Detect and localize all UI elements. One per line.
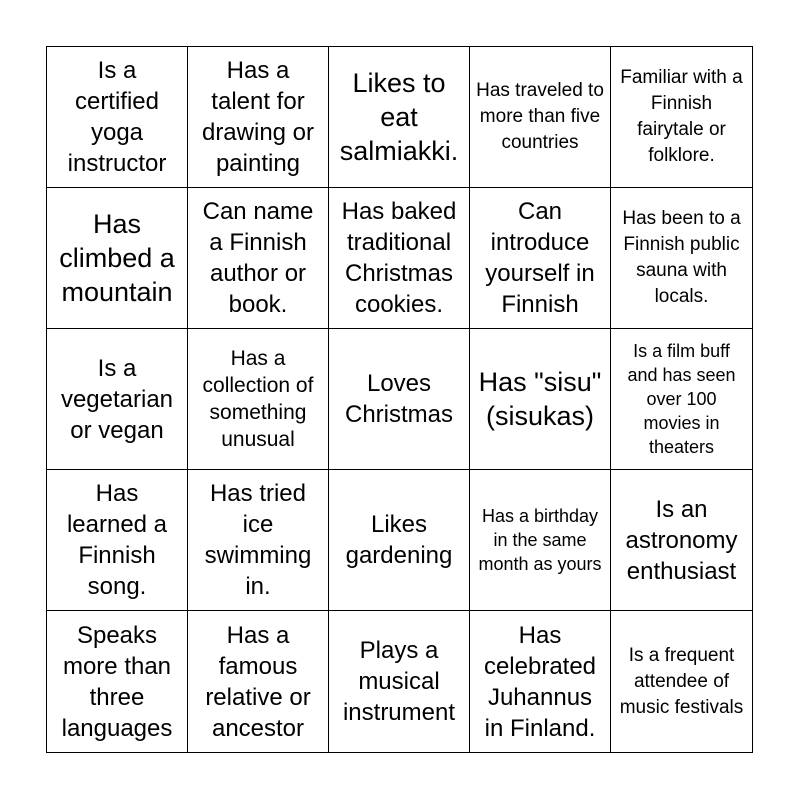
bingo-cell-label: Has climbed a mountain (59, 209, 175, 307)
bingo-cell-label: Has baked traditional Christmas cookies. (341, 198, 457, 318)
bingo-cell-label: Is a vegetarian or vegan (60, 354, 174, 444)
bingo-cell-11[interactable] (47, 329, 188, 470)
bingo-cell-label: Has a talent for drawing or painting (201, 57, 315, 177)
bingo-cell-18[interactable] (329, 470, 470, 611)
bingo-cell-label: Can name a Finnish author or book. (202, 198, 314, 318)
bingo-cell-2[interactable] (188, 47, 329, 188)
bingo-cell-17[interactable] (188, 470, 329, 611)
bingo-cell-1[interactable] (47, 47, 188, 188)
bingo-cell-label: Is a certified yoga instructor (67, 57, 167, 177)
bingo-cell-label: Has a birthday in the same month as yours (478, 506, 602, 574)
bingo-cell-label: Has celebrated Juhannus in Finland. (483, 621, 597, 742)
bingo-cell-label: Has traveled to more than five countries (476, 80, 604, 153)
bingo-cell-label: Has a collection of something unusual (202, 347, 314, 451)
bingo-cell-15[interactable] (611, 329, 752, 470)
bingo-cell-13[interactable] (329, 329, 470, 470)
bingo-cell-25[interactable] (611, 611, 752, 752)
bingo-cell-4[interactable] (470, 47, 611, 188)
bingo-cell-label: Is an astronomy enthusiast (625, 495, 738, 585)
bingo-cell-7[interactable] (188, 188, 329, 329)
bingo-cell-20[interactable] (611, 470, 752, 611)
bingo-cell-label: Is a frequent attendee of music festivals (619, 644, 744, 718)
bingo-cell-label: Likes gardening (345, 511, 453, 569)
bingo-cell-10[interactable] (611, 188, 752, 329)
bingo-cell-label: Has "sisu" (sisukas) (478, 367, 602, 431)
bingo-cell-label: Speaks more than three languages (61, 621, 173, 742)
bingo-cell-label: Has a famous relative or ancestor (205, 621, 311, 742)
bingo-cell-16[interactable] (47, 470, 188, 611)
bingo-cell-14[interactable] (470, 329, 611, 470)
bingo-cell-9[interactable] (470, 188, 611, 329)
bingo-cell-8[interactable] (329, 188, 470, 329)
bingo-cell-label: Has learned a Finnish song. (66, 480, 168, 600)
bingo-cell-21[interactable] (47, 611, 188, 752)
bingo-cell-label: Plays a musical instrument (342, 637, 456, 726)
bingo-cell-24[interactable] (470, 611, 611, 752)
bingo-cell-label: Familiar with a Finnish fairytale or folklore. (620, 67, 743, 166)
bingo-cell-6[interactable] (47, 188, 188, 329)
bingo-cell-12[interactable] (188, 329, 329, 470)
bingo-cell-label: Can introduce yourself in Finnish (485, 198, 595, 318)
bingo-board (46, 46, 753, 753)
bingo-cell-22[interactable] (188, 611, 329, 752)
bingo-cell-label: Is a film buff and has seen over 100 movies in theaters (627, 341, 736, 457)
bingo-cell-label: Has been to a Finnish public sauna with locals. (622, 208, 741, 307)
bingo-cell-label: Likes to eat salmiakki. (339, 68, 459, 166)
bingo-cell-19[interactable] (470, 470, 611, 611)
bingo-cell-23[interactable] (329, 611, 470, 752)
bingo-cell-label: Loves Christmas (344, 370, 453, 428)
bingo-cell-3[interactable] (329, 47, 470, 188)
bingo-cell-label: Has tried ice swimming in. (204, 480, 312, 600)
bingo-cell-5[interactable] (611, 47, 752, 188)
